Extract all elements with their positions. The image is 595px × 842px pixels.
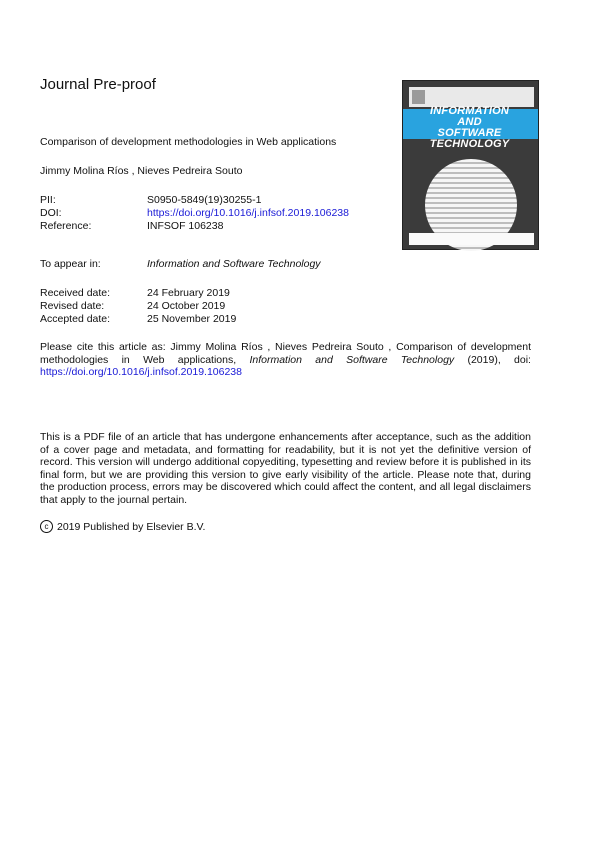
reference-label: Reference: [40,220,92,232]
copyright-line [40,520,205,533]
citation-suffix: (2019), doi: [454,353,531,366]
accepted-date-label: Accepted date: [40,313,111,325]
appear-in-journal: Information and Software Technology [147,258,321,270]
citation-doi-link[interactable]: https://doi.org/10.1016/j.infsof.2019.106238 [40,366,242,379]
appear-in-label: To appear in: [40,258,101,270]
citation-prefix: Please cite this article as: Jimmy Molina Ríos , Nieves Pedreira Souto , Comparison of development methodologies in Web applications, [40,341,531,366]
copyright-text: 2019 Published by Elsevier B.V. [57,520,206,533]
cover-title-line: INFORMATION [430,105,509,117]
revised-date-value: 24 October 2019 [147,300,226,312]
elsevier-logo-icon [412,90,425,104]
pii-value: S0950-5849(19)30255-1 [147,194,262,206]
doi-link[interactable]: https://doi.org/10.1016/j.infsof.2019.106238 [147,207,349,219]
revised-date-label: Revised date: [40,300,105,312]
preproof-notice: This is a PDF file of an article that has undergone enhancements after acceptance, such as the addition of a cover page and metadata, and formatting for readability, but it is not yet the definitive version of record. This version will undergo additional copyediting, typesetting and review before it is published in its final form, but we are providing this version to give early visibility of the article. Please note that, during the production process, errors may be discovered which could affect the content, and all legal disclaimers that apply to the journal pertain. [40,431,531,506]
cover-title-line: TECHNOLOGY [429,138,510,150]
received-date-value: 24 February 2019 [147,287,230,299]
copyright-icon: c [40,520,53,533]
article-title: Comparison of development methodologies in Web applications [40,136,337,148]
cover-title-line: AND [457,116,482,128]
cover-title [407,106,532,150]
pii-label: PII: [40,194,56,206]
journal-preproof-header: Journal Pre-proof [40,76,156,93]
cover-title-line: SOFTWARE [437,127,502,139]
doi-label: DOI: [40,207,62,219]
reference-value: INFSOF 106238 [147,220,224,232]
cover-bottom-strip [409,233,534,245]
cover-top-strip [409,87,534,107]
article-authors: Jimmy Molina Ríos , Nieves Pedreira Souto [40,165,243,177]
received-date-label: Received date: [40,287,111,299]
journal-cover-image [402,80,539,250]
accepted-date-value: 25 November 2019 [147,313,237,325]
citation-journal: Information and Software Technology [249,353,455,366]
citation-paragraph [40,341,531,379]
